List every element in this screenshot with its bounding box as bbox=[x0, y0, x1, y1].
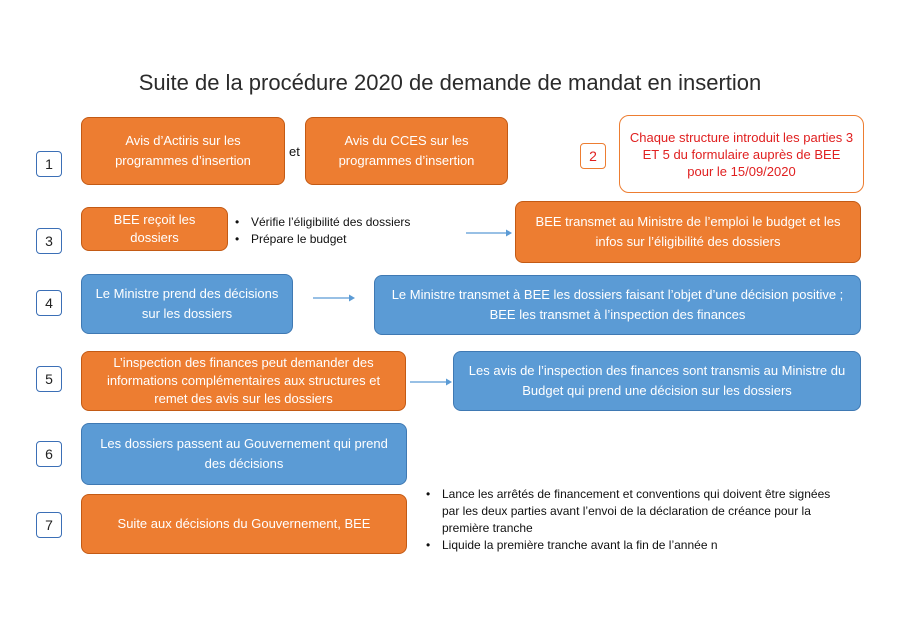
step7-bullet: • Lance les arrêtés de financement et conventions qui doivent être signées par les deux parties avant l’envoi de la déclaration de créance pour la première tranche bbox=[424, 486, 844, 537]
step5-inspection-box: L’inspection des finances peut demander des informations complémentaires aux structures et remet des avis sur les dossiers bbox=[81, 351, 406, 411]
step1-connector: et bbox=[289, 144, 300, 159]
step7-bullet: • Liquide la première tranche avant la fin de l’année n bbox=[424, 537, 844, 554]
step1-cces-box: Avis du CCES sur les programmes d’insertion bbox=[305, 117, 508, 185]
step-number-2: 2 bbox=[580, 143, 606, 169]
step1-actiris-box: Avis d’Actiris sur les programmes d’insertion bbox=[81, 117, 285, 185]
step5-budget-box: Les avis de l’inspection des finances sont transmis au Ministre du Budget qui prend une décision sur les dossiers bbox=[453, 351, 861, 411]
step2-structure-box: Chaque structure introduit les parties 3 ET 5 du formulaire auprès de BEE pour le 15/09/2020 bbox=[619, 115, 864, 193]
step7-bullet-list bbox=[424, 486, 844, 554]
step-number-5: 5 bbox=[36, 366, 62, 392]
step6-government-box: Les dossiers passent au Gouvernement qui prend des décisions bbox=[81, 423, 407, 485]
step3-arrow bbox=[466, 228, 512, 238]
page-title: Suite de la procédure 2020 de demande de mandat en insertion bbox=[138, 70, 762, 95]
step-number-6: 6 bbox=[36, 441, 62, 467]
step3-bullet: • Vérifie l’éligibilité des dossiers bbox=[233, 214, 463, 231]
step3-transmission-box: BEE transmet au Ministre de l’emploi le budget et les infos sur l’éligibilité des dossiers bbox=[515, 201, 861, 263]
step7-decision-box: Suite aux décisions du Gouvernement, BEE bbox=[81, 494, 407, 554]
step-number-1: 1 bbox=[36, 151, 62, 177]
step3-bee-box: BEE reçoit les dossiers bbox=[81, 207, 228, 251]
step-number-7: 7 bbox=[36, 512, 62, 538]
step4-arrow bbox=[313, 293, 355, 303]
step-number-4: 4 bbox=[36, 290, 62, 316]
step5-arrow bbox=[410, 377, 452, 387]
step3-bullet: • Prépare le budget bbox=[233, 231, 463, 248]
step4-minister-box: Le Ministre prend des décisions sur les dossiers bbox=[81, 274, 293, 334]
step4-transmission-box: Le Ministre transmet à BEE les dossiers faisant l’objet d’une décision positive ; BEE les transmet à l’inspection des finances bbox=[374, 275, 861, 335]
step-number-3: 3 bbox=[36, 228, 62, 254]
step3-bullet-list bbox=[233, 214, 463, 248]
